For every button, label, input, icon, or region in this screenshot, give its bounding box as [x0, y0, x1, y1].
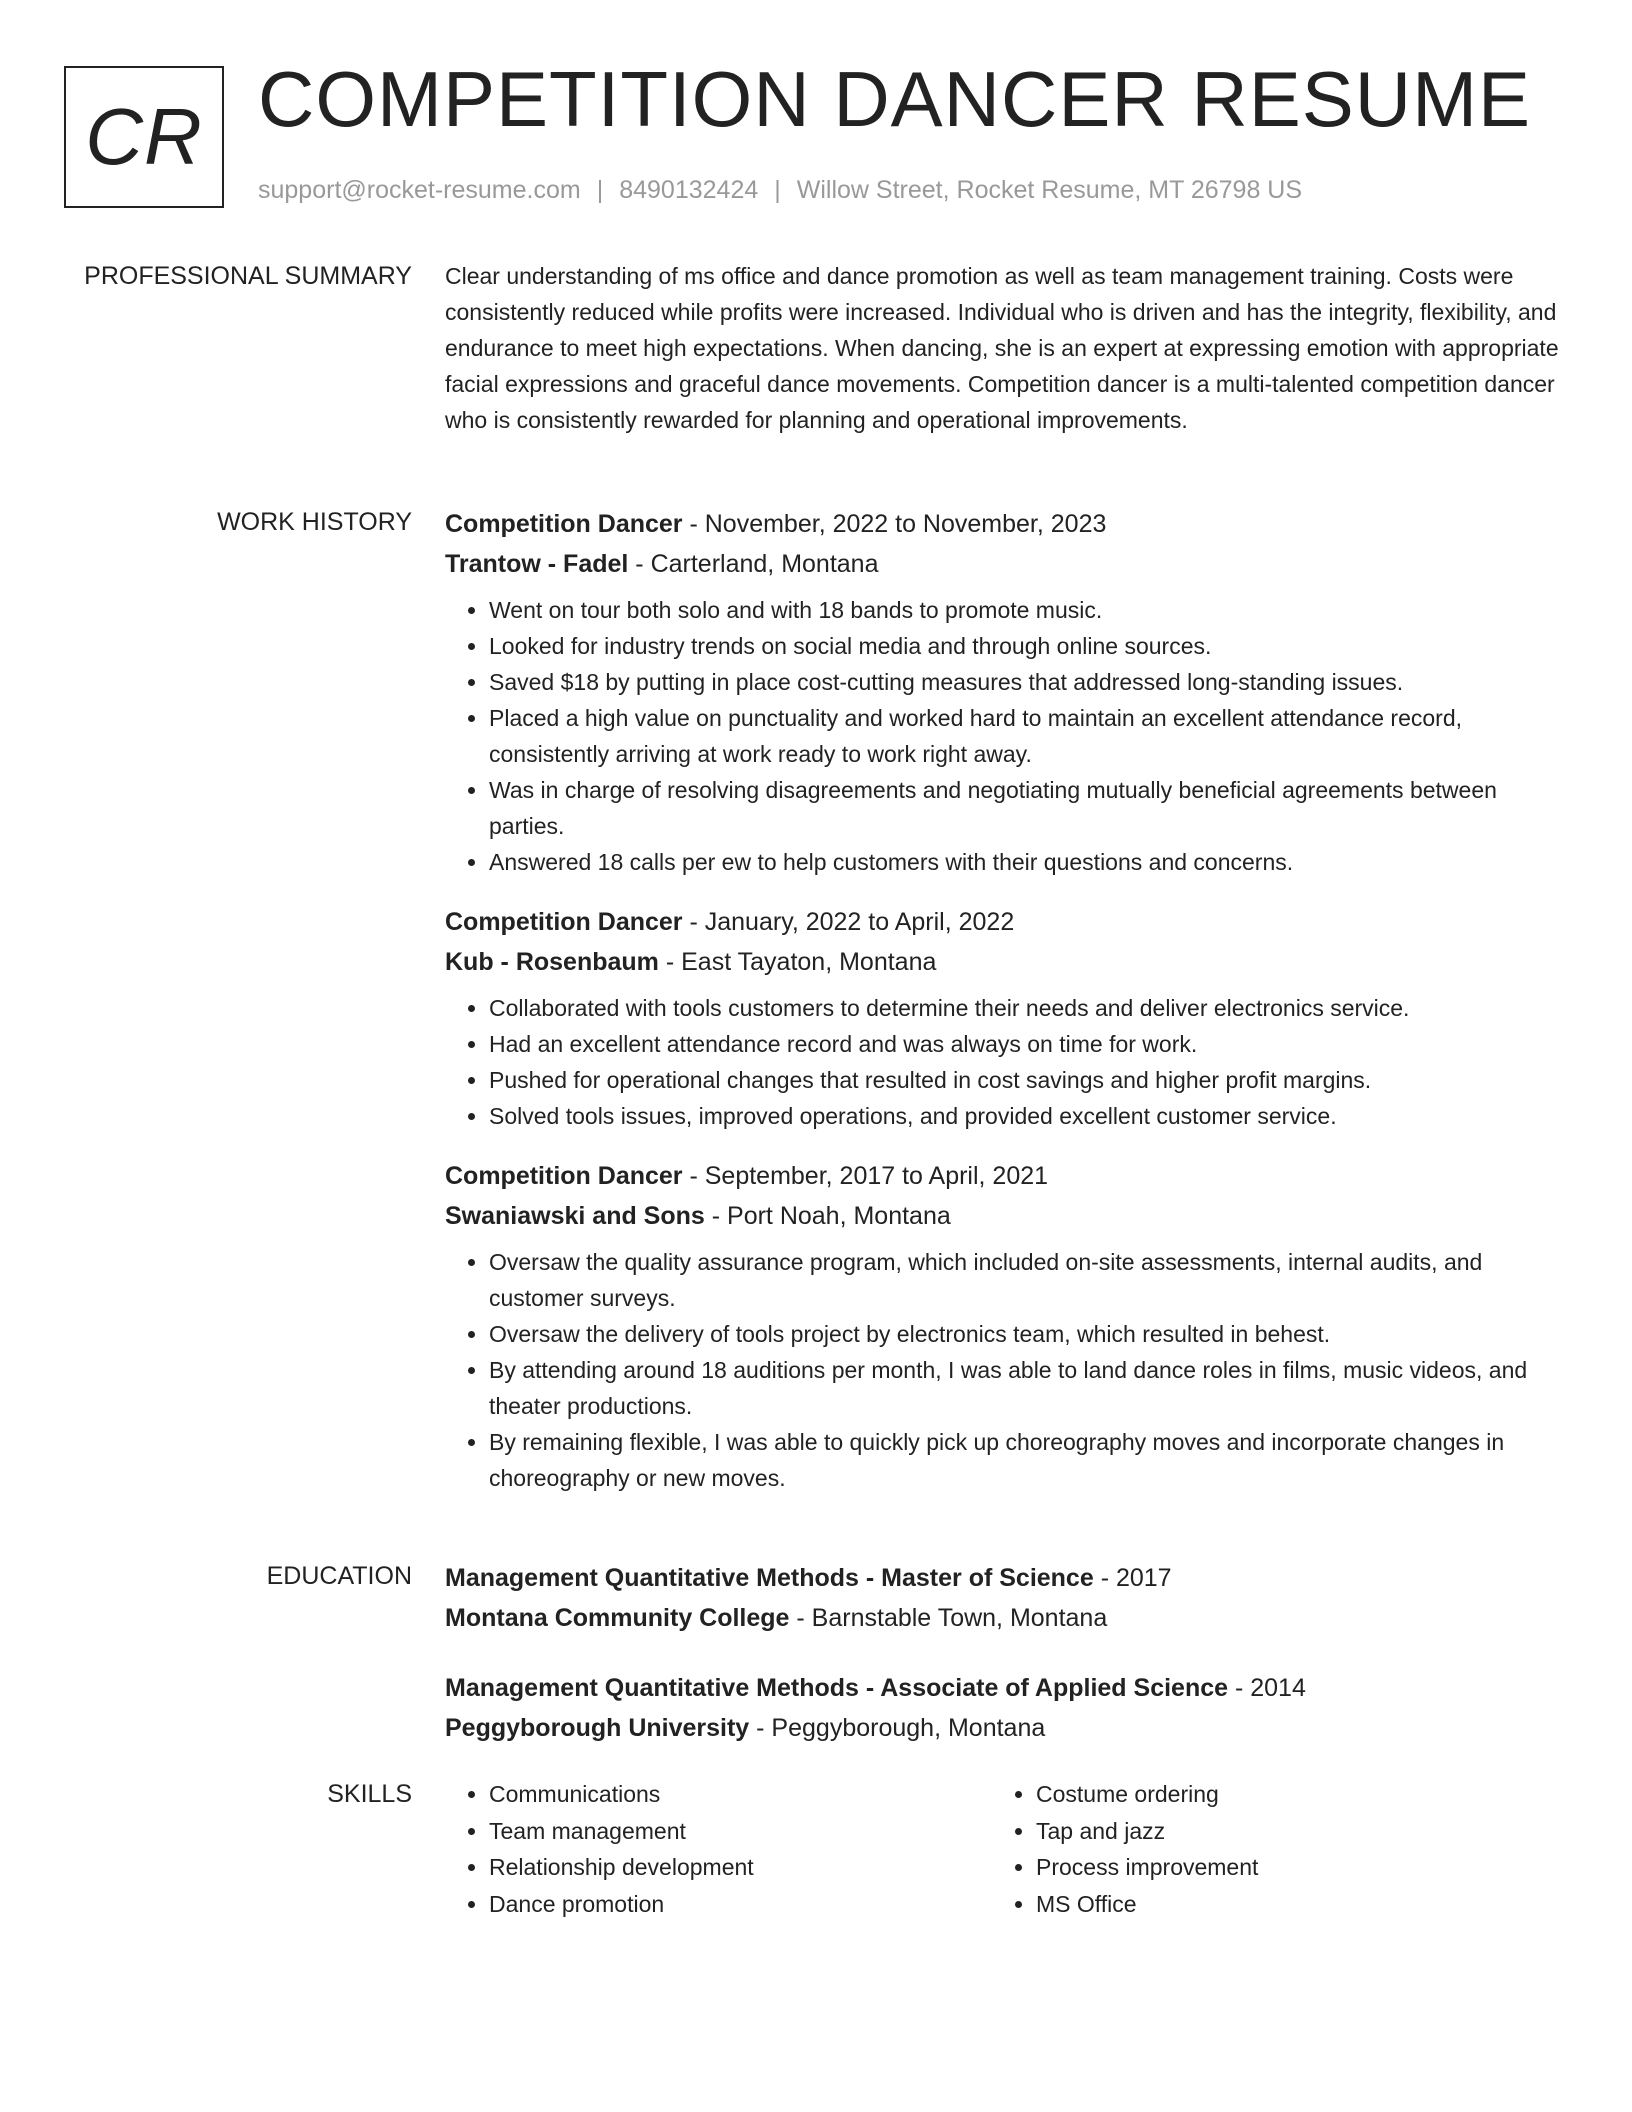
- job-dates: - January, 2022 to April, 2022: [682, 908, 1015, 936]
- job-bullet: • Placed a high value on punctuality and worked hard to maintain an excellent attendance record, consistently arriving at work ready to work right away.: [489, 700, 1565, 772]
- job-bullet: • Oversaw the quality assurance program, which included on-site assessments, internal audits, and customer surveys.: [489, 1244, 1565, 1316]
- job-bullet: • Had an excellent attendance record and was always on time for work.: [489, 1026, 1565, 1062]
- job-bullet: • Collaborated with tools customers to determine their needs and deliver electronics service.: [489, 990, 1565, 1026]
- skill-item: • MS Office: [1036, 1886, 1539, 1923]
- job-dates: - September, 2017 to April, 2021: [682, 1162, 1049, 1190]
- section-label-summary: PROFESSIONAL SUMMARY: [84, 262, 412, 290]
- skill-item: • Communications: [489, 1776, 992, 1813]
- education-list: [445, 1558, 1565, 1778]
- job-bullet: • By remaining flexible, I was able to quickly pick up choreography moves and incorporate changes in choreography or new moves.: [489, 1424, 1565, 1496]
- education-degree: Management Quantitative Methods - Master of Science: [445, 1564, 1094, 1592]
- job-location: - Port Noah, Montana: [704, 1202, 951, 1230]
- skill-item: • Relationship development: [489, 1849, 992, 1886]
- job-company-line: [445, 942, 1565, 982]
- education-degree-line: [445, 1668, 1565, 1708]
- resume-title: COMPETITION DANCER RESUME: [258, 55, 1532, 143]
- job-dates: - November, 2022 to November, 2023: [682, 510, 1107, 538]
- contact-line: [258, 176, 1302, 205]
- job-title-line: [445, 902, 1565, 942]
- job-company-line: [445, 1196, 1565, 1236]
- job-company: Kub - Rosenbaum: [445, 948, 659, 976]
- job-title-line: [445, 1156, 1565, 1196]
- education-location: - Peggyborough, Montana: [749, 1714, 1046, 1742]
- education-location: - Barnstable Town, Montana: [789, 1604, 1108, 1632]
- job-company: Swaniawski and Sons: [445, 1202, 705, 1230]
- job-bullet: • Answered 18 calls per ew to help customers with their questions and concerns.: [489, 844, 1565, 880]
- job-bullet: • Went on tour both solo and with 18 bands to promote music.: [489, 592, 1565, 628]
- skill-item: • Tap and jazz: [1036, 1813, 1539, 1850]
- education-school-line: [445, 1708, 1565, 1748]
- contact-address: Willow Street, Rocket Resume, MT 26798 US: [796, 176, 1303, 204]
- job-bullet: • Solved tools issues, improved operations, and provided excellent customer service.: [489, 1098, 1565, 1134]
- job-bullet: • By attending around 18 auditions per month, I was able to land dance roles in films, music videos, and theater productions.: [489, 1352, 1565, 1424]
- job-list: [445, 504, 1565, 1518]
- skills-column-left: [445, 1776, 992, 1922]
- skill-item: • Team management: [489, 1813, 992, 1850]
- education-degree: Management Quantitative Methods - Associate of Applied Science: [445, 1674, 1229, 1702]
- job-title: Competition Dancer: [445, 908, 683, 936]
- education-entry: [445, 1668, 1565, 1748]
- education-year: - 2017: [1093, 1564, 1172, 1592]
- skill-item: • Process improvement: [1036, 1849, 1539, 1886]
- job-entry: [445, 504, 1565, 880]
- contact-separator: |: [596, 176, 604, 204]
- education-entry: [445, 1558, 1565, 1638]
- contact-phone[interactable]: 8490132424: [619, 176, 759, 204]
- job-entry: [445, 1156, 1565, 1496]
- job-bullets: [445, 990, 1565, 1134]
- job-bullets: [445, 592, 1565, 880]
- job-bullets: [445, 1244, 1565, 1496]
- job-bullet: • Oversaw the delivery of tools project by electronics team, which resulted in behest.: [489, 1316, 1565, 1352]
- section-label-work-history: WORK HISTORY: [217, 508, 412, 536]
- monogram-badge: CR: [64, 66, 224, 208]
- job-location: - East Tayaton, Montana: [658, 948, 937, 976]
- skills-grid: [445, 1776, 1565, 1922]
- education-year: - 2014: [1228, 1674, 1306, 1702]
- section-label-education: EDUCATION: [266, 1562, 412, 1590]
- job-location: - Carterland, Montana: [628, 550, 879, 578]
- job-bullet: • Pushed for operational changes that resulted in cost savings and higher profit margins.: [489, 1062, 1565, 1098]
- education-school-line: [445, 1598, 1565, 1638]
- job-title: Competition Dancer: [445, 510, 683, 538]
- education-school: Peggyborough University: [445, 1714, 750, 1742]
- job-bullet: • Looked for industry trends on social media and through online sources.: [489, 628, 1565, 664]
- skill-item: • Costume ordering: [1036, 1776, 1539, 1813]
- job-title-line: [445, 504, 1565, 544]
- skills-column-right: [992, 1776, 1539, 1922]
- summary-text: Clear understanding of ms office and dance promotion as well as team management training. Costs were consistently reduced while profits were increased. Individual who is driven and has the integrity, flexibility, and endurance to meet high expectations. When dancing, she is an expert at expressing emotion with appropriate facial expressions and graceful dance movements. Competition dancer is a multi-talented competition dancer who is consistently rewarded for planning and operational improvements.: [445, 263, 1559, 433]
- section-label-skills: SKILLS: [327, 1780, 412, 1808]
- job-bullet: • Saved $18 by putting in place cost-cutting measures that addressed long-standing issues.: [489, 664, 1565, 700]
- job-company-line: [445, 544, 1565, 584]
- job-company: Trantow - Fadel: [445, 550, 629, 578]
- skill-item: • Dance promotion: [489, 1886, 992, 1923]
- job-title: Competition Dancer: [445, 1162, 683, 1190]
- contact-email[interactable]: support@rocket-resume.com: [258, 176, 581, 204]
- job-bullet: • Was in charge of resolving disagreements and negotiating mutually beneficial agreements between parties.: [489, 772, 1565, 844]
- education-degree-line: [445, 1558, 1565, 1598]
- job-entry: [445, 902, 1565, 1134]
- contact-separator: |: [774, 176, 781, 204]
- education-school: Montana Community College: [445, 1604, 790, 1632]
